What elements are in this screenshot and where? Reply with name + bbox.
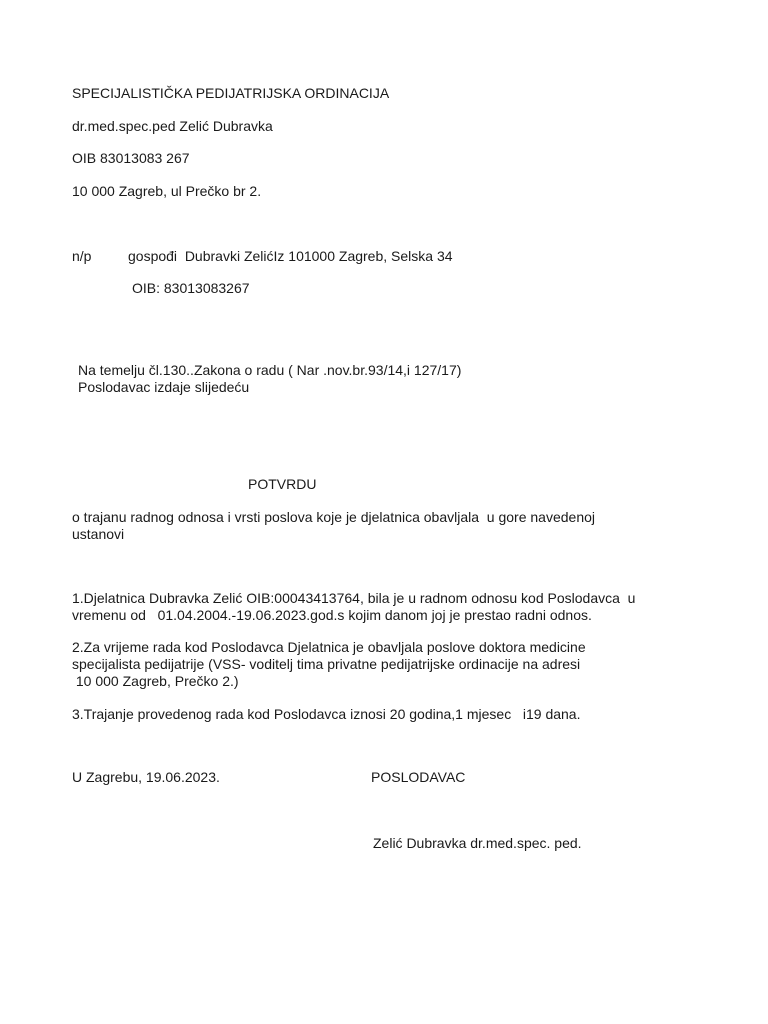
clinic-oib: OIB 83013083 267 (72, 150, 190, 166)
item-1-line-1: 1.Djelatnica Dubravka Zelić OIB:00043413764, bila je u radnom odnosu kod Poslodavca u (72, 590, 636, 606)
item-3-line-1: 3.Trajanje provedenog rada kod Poslodavca iznosi 20 godina,1 mjesec i19 dana. (72, 706, 581, 722)
recipient-name-address: gospođi Dubravki ZelićIz 101000 Zagreb, Selska 34 (128, 248, 453, 264)
document-title: POTVRDU (248, 476, 317, 492)
subject-line-1: o trajanu radnog odnosa i vrsti poslova koje je djelatnica obavljala u gore navedenoj (72, 509, 596, 525)
item-2-paragraph (72, 639, 712, 690)
clinic-address: 10 000 Zagreb, ul Prečko br 2. (72, 183, 262, 199)
clinic-name: SPECIJALISTIČKA PEDIJATRIJSKA ORDINACIJA (72, 85, 390, 101)
signatory-name: Zelić Dubravka dr.med.spec. ped. (373, 835, 582, 851)
recipient-oib: OIB: 83013083267 (132, 280, 250, 296)
subject-paragraph (72, 509, 712, 543)
employer-label: POSLODAVAC (371, 769, 466, 785)
item-2-line-2: specijalista pedijatrije (VSS- voditelj tima privatne pedijatrijske ordinacije na adresi (72, 656, 581, 672)
subject-line-2: ustanovi (72, 526, 125, 542)
item-1-line-2: vremenu od 01.04.2004.-19.06.2023.god.s kojim danom joj je prestao radni odnos. (72, 607, 592, 623)
place-date: U Zagrebu, 19.06.2023. (72, 769, 220, 785)
intro-line-1: Na temelju čl.130..Zakona o radu ( Nar .nov.br.93/14,i 127/17) (78, 362, 462, 378)
intro-line-2: Poslodavac izdaje slijedeću (78, 379, 250, 395)
item-3-paragraph (72, 706, 712, 723)
item-1-paragraph (72, 590, 712, 624)
item-2-line-1: 2.Za vrijeme rada kod Poslodavca Djelatnica je obavljala poslove doktora medicine (72, 639, 586, 655)
doctor-name: dr.med.spec.ped Zelić Dubravka (72, 118, 273, 134)
item-2-line-3: 10 000 Zagreb, Prečko 2.) (72, 673, 239, 689)
recipient-prefix: n/p (72, 248, 92, 264)
